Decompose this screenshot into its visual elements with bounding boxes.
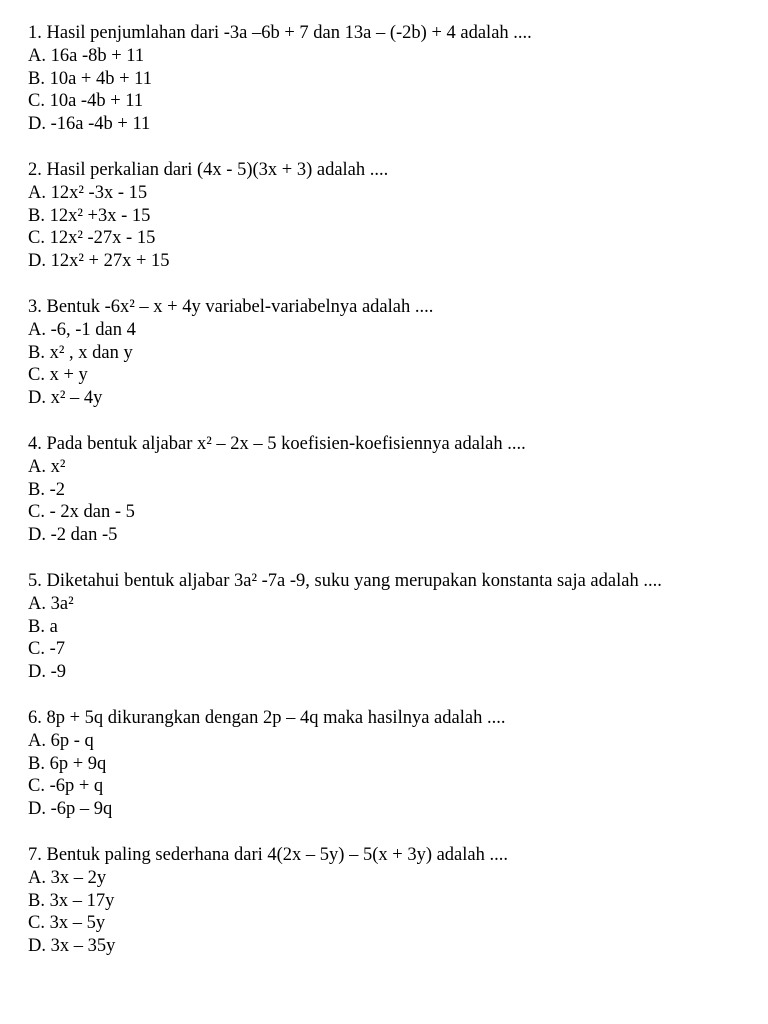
option-a: A. x² — [28, 456, 66, 477]
question-text: 4. Pada bentuk aljabar x² – 2x – 5 koefisien-koefisiennya adalah .... — [28, 433, 526, 454]
option-d: D. -9 — [28, 662, 67, 683]
option-b: B. 10a + 4b + 11 — [28, 68, 152, 89]
option-a: A. 12x² -3x - 15 — [28, 182, 148, 203]
question-text: 1. Hasil penjumlahan dari -3a –6b + 7 dan 13a – (-2b) + 4 adalah .... — [28, 23, 532, 43]
question-6 — [28, 707, 740, 821]
option-d: D. -16a -4b + 11 — [28, 114, 151, 135]
question-text: 7. Bentuk paling sederhana dari 4(2x – 5y) – 5(x + 3y) adalah .... — [28, 844, 508, 865]
option-d: D. 3x – 35y — [28, 936, 116, 957]
option-a: A. -6, -1 dan 4 — [28, 319, 136, 340]
option-c: C. - 2x dan - 5 — [28, 502, 135, 523]
option-c: C. 3x – 5y — [28, 913, 106, 934]
option-a: A. 6p - q — [28, 730, 94, 751]
option-b: B. a — [28, 616, 58, 637]
question-text: 6. 8p + 5q dikurangkan dengan 2p – 4q maka hasilnya adalah .... — [28, 707, 506, 728]
question-4 — [28, 433, 740, 547]
question-text: 2. Hasil perkalian dari (4x - 5)(3x + 3) adalah .... — [28, 159, 389, 180]
option-b: B. x² , x dan y — [28, 342, 133, 363]
question-text: 5. Diketahui bentuk aljabar 3a² -7a -9, suku yang merupakan konstanta saja adalah .... — [28, 570, 662, 591]
option-c: C. -7 — [28, 639, 65, 660]
question-text: 3. Bentuk -6x² – x + 4y variabel-variabelnya adalah .... — [28, 296, 434, 317]
option-b: B. 12x² +3x - 15 — [28, 205, 151, 226]
option-b: B. -2 — [28, 479, 65, 500]
question-1 — [28, 22, 740, 136]
option-c: C. x + y — [28, 365, 88, 386]
option-b: B. 3x – 17y — [28, 890, 115, 911]
worksheet-page — [28, 22, 740, 981]
option-d: D. -2 dan -5 — [28, 525, 118, 546]
option-c: C. 10a -4b + 11 — [28, 91, 144, 112]
option-d: D. -6p – 9q — [28, 799, 113, 820]
question-2 — [28, 159, 740, 273]
option-a: A. 3a² — [28, 593, 74, 614]
question-3 — [28, 296, 740, 410]
question-7 — [28, 844, 740, 958]
option-a: A. 16a -8b + 11 — [28, 45, 145, 66]
option-d: D. 12x² + 27x + 15 — [28, 251, 170, 272]
option-c: C. -6p + q — [28, 776, 104, 797]
option-a: A. 3x – 2y — [28, 867, 107, 888]
question-5 — [28, 570, 740, 684]
option-c: C. 12x² -27x - 15 — [28, 228, 156, 249]
option-b: B. 6p + 9q — [28, 753, 107, 774]
option-d: D. x² – 4y — [28, 388, 103, 409]
